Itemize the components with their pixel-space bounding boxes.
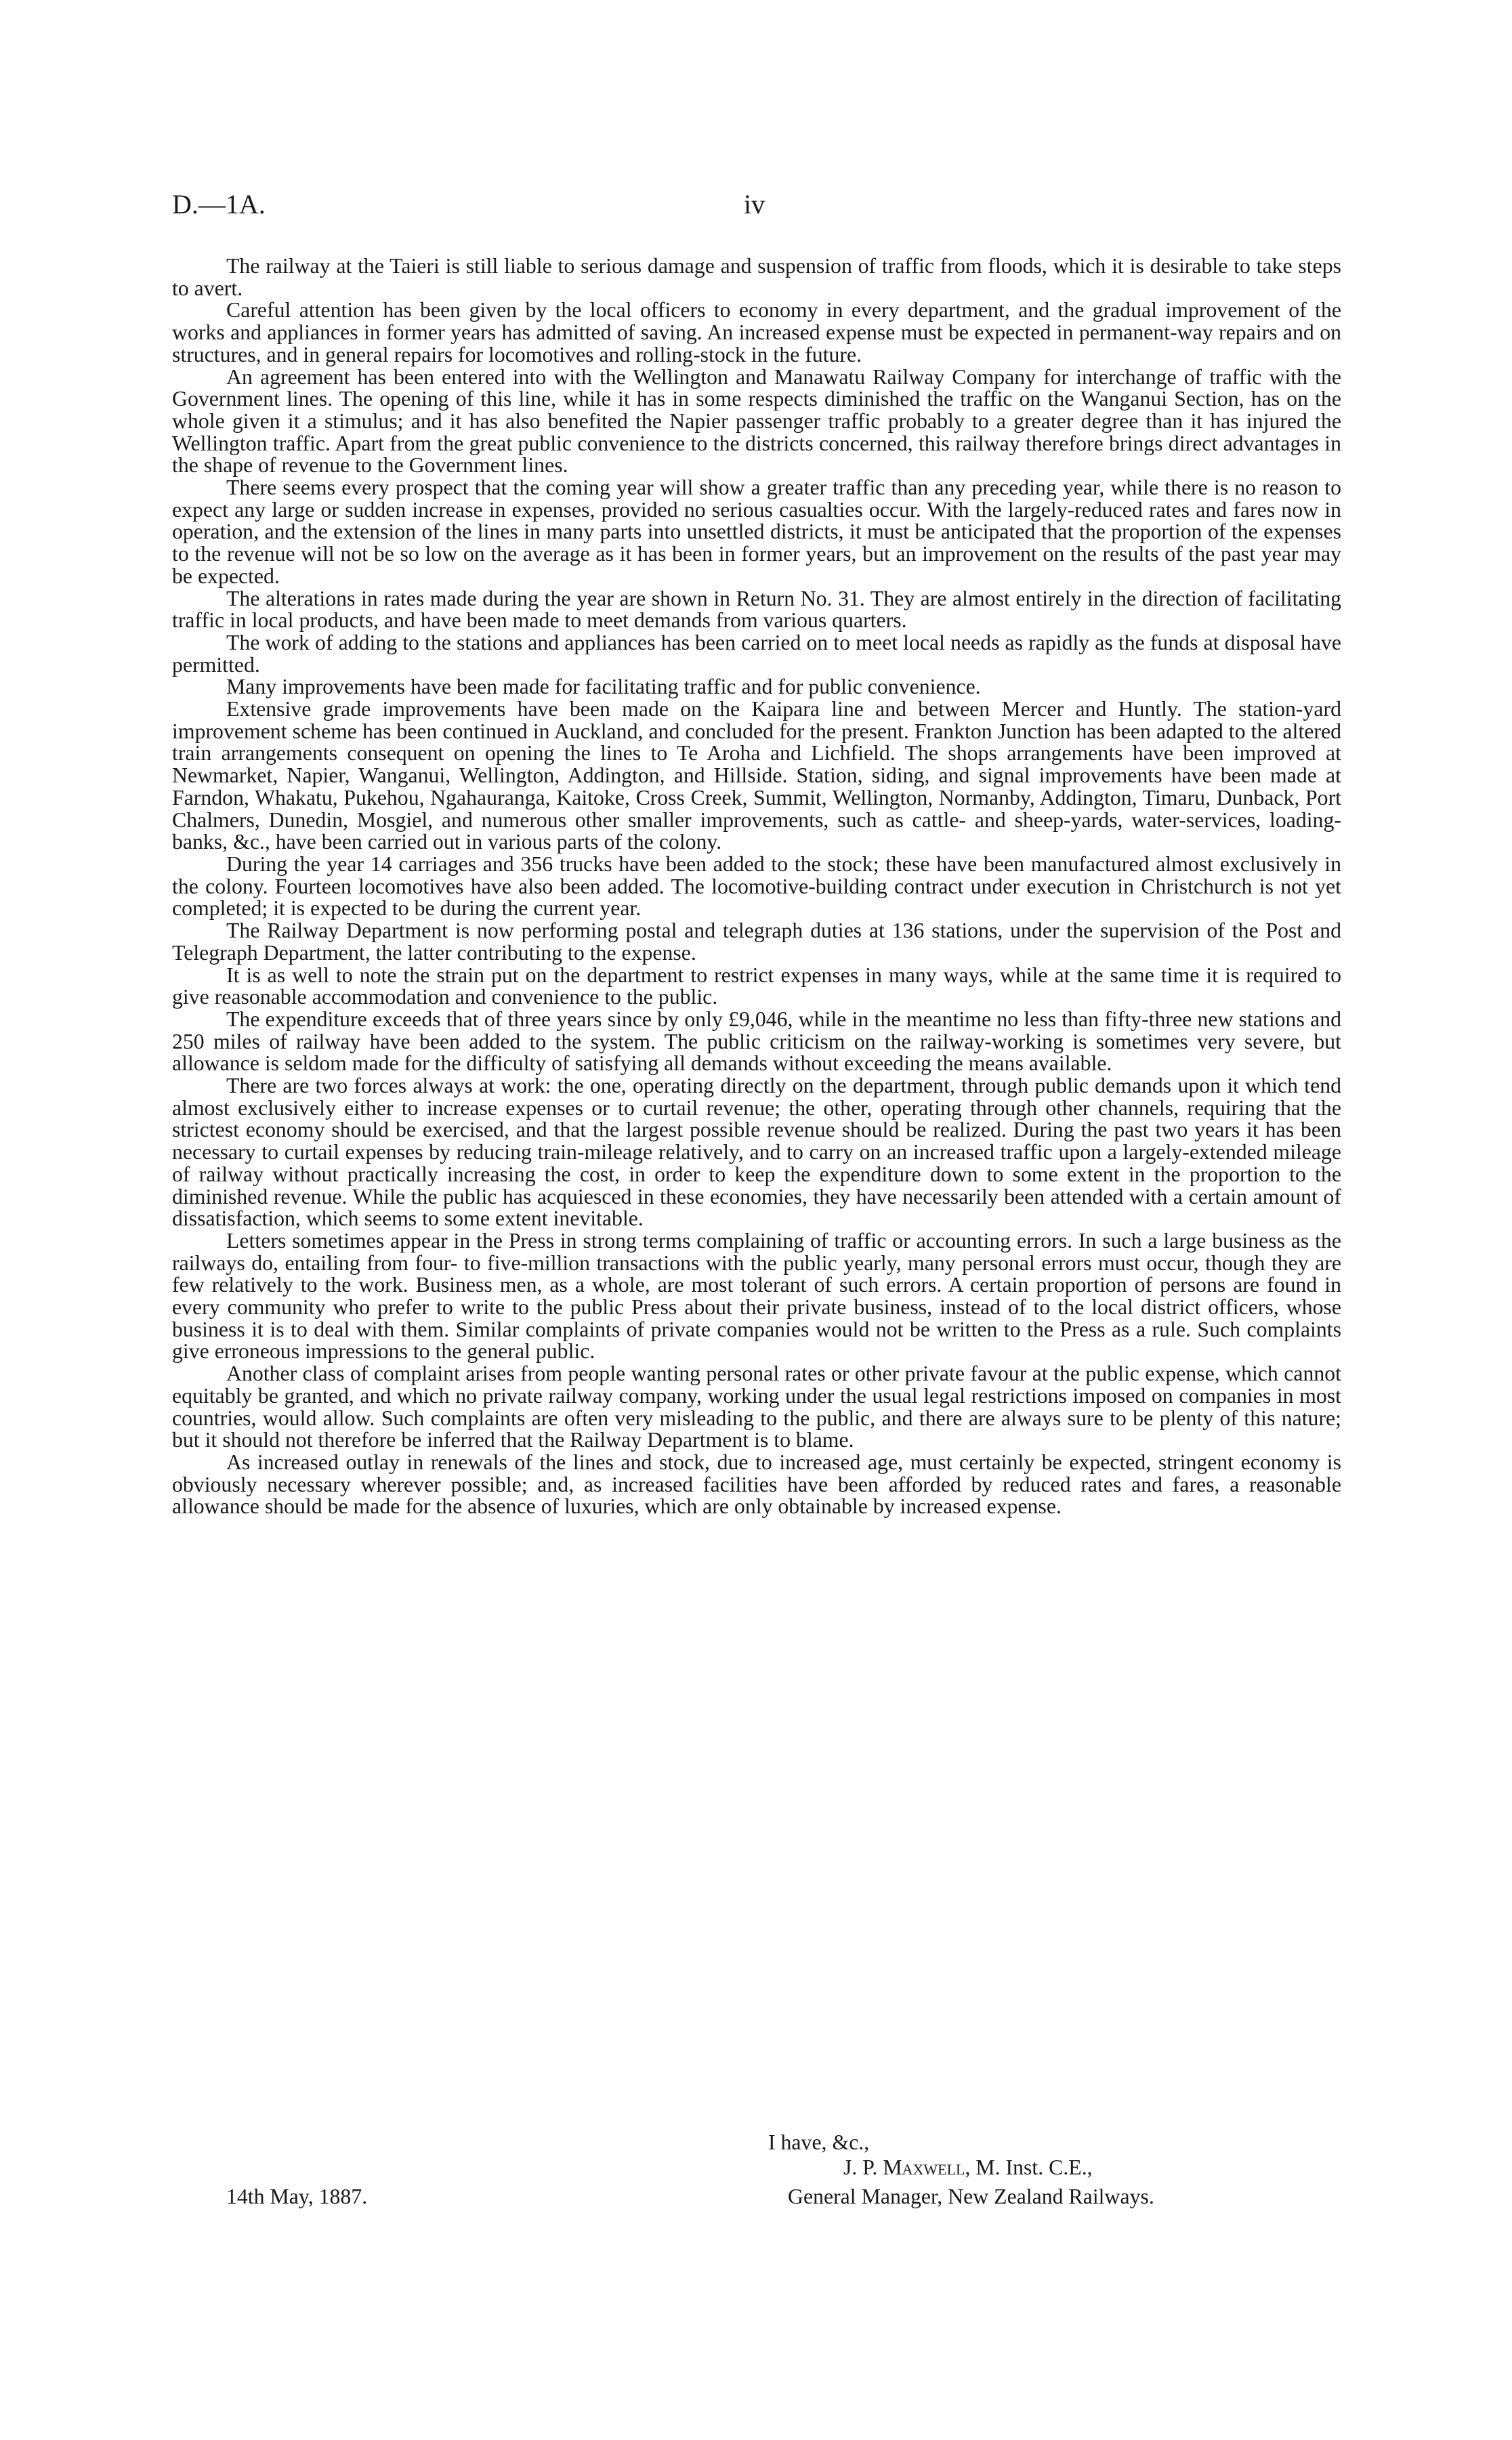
signatory-name: J. P. Maxwell <box>843 2155 965 2179</box>
signatory-credentials: , M. Inst. C.E., <box>965 2155 1093 2179</box>
page-number: iv <box>744 189 765 219</box>
signatory-title: General Manager, New Zealand Railways. <box>788 2185 1154 2208</box>
signature <box>843 2156 1093 2179</box>
paragraph-taieri: The railway at the Taieri is still liable to serious damage and suspension of traffic from floods, which it is desirable to take steps to avert. <box>172 254 1341 300</box>
paragraph-complaints: Another class of complaint arises from people wanting personal rates or other private favour at the public expense, which cannot equitably be granted, and which no private railway company, working under the usual legal restrictions imposed on companies in most countries, would allow. Such complaints are often very misleading to the public, and there are always sure to be plenty of this nature; but it should not therefore be inferred that the Railway Department is to blame. <box>172 1362 1341 1452</box>
paragraph-improvements: Many improvements have been made for facilitating traffic and for public convenience. <box>226 675 981 699</box>
paragraph-stations-work: The work of adding to the stations and appliances has been carried on to meet local needs as rapidly as the funds at disposal have permitted. <box>172 630 1341 677</box>
paragraph-strain: It is as well to note the strain put on the department to restrict expenses in many ways, while at the same time it is required to give reasonable accommodation and convenience to the public. <box>172 963 1341 1009</box>
letter-date: 14th May, 1887. <box>226 2185 368 2208</box>
page-header <box>0 184 1512 225</box>
paragraph-two-forces: There are two forces always at work: the one, operating directly on the department, through public demands upon it which tend almost exclusively either to increase expenses or to curtail revenue; the other, operating through other channels, requiring that the strictest economy should be exercised, and that the largest possible revenue should be realized. During the past two years it has been necessary to curtail expenses by reducing train-mileage relatively, and to carry on an increased traffic upon a largely-extended mileage of railway without practically increasing the cost, in order to keep the expenditure down to some extent in the proportion to the diminished revenue. While the public has acquiesced in these economies, they have necessarily been attended with a certain amount of dissatisfaction, which seems to some extent inevitable. <box>172 1074 1341 1231</box>
paragraph-prospects: There seems every prospect that the coming year will show a greater traffic than any preceding year, while there is no reason to expect any large or sudden increase in expenses, provided no serious casualties occur. With the largely-reduced rates and fares now in operation, and the extension of the lines in many parts into unsettled districts, it must be anticipated that the proportion of the expenses to the revenue will not be so low on the average as it has been in former years, but an improvement on the results of the past year may be expected. <box>172 476 1341 588</box>
paragraph-grade-improvements: Extensive grade improvements have been made on the Kaipara line and between Mercer and Huntly. The station-yard improvement scheme has been continued in Auckland, and concluded for the present. Frankton Junction has been adapted to the altered train arrangements consequent on opening the lines to Te Aroha and Lichfield. The shops arrangements have been improved at Newmarket, Napier, Wanganui, Wellington, Addington, and Hillside. Station, siding, and signal improvements have been made at Farndon, Whakatu, Pukehou, Ngahauranga, Kaitoke, Cross Creek, Summit, Wellington, Normanby, Addington, Timaru, Dunback, Port Chalmers, Dunedin, Mosgiel, and numerous other smaller improvements, such as cattle- and sheep-yards, water-services, loading-banks, &c., have been carried out in various parts of the colony. <box>172 697 1341 854</box>
closing-salutation: I have, &c., <box>768 2130 870 2154</box>
paragraph-press-letters: Letters sometimes appear in the Press in strong terms complaining of traffic or accounting errors. In such a large business as the railways do, entailing from four- to five-million transactions with the public yearly, many personal errors must occur, though they are few relatively to the work. Business men, as a whole, are most tolerant of such errors. A certain proportion of persons are found in every community who prefer to write to the public Press about their private business, instead of to the local district officers, whose business it is to deal with them. Similar complaints of private companies would not be written to the Press as a rule. Such complaints give erroneous impressions to the general public. <box>172 1228 1341 1364</box>
paragraph-rolling-stock: During the year 14 carriages and 356 trucks have been added to the stock; these have been manufactured almost exclusively in the colony. Fourteen locomotives have also been added. The locomotive-building contract under execution in Christchurch is not yet completed; it is expected to be during the current year. <box>172 851 1341 921</box>
paragraph-manawatu-agreement: An agreement has been entered into with the Wellington and Manawatu Railway Company for interchange of traffic with the Government lines. The opening of this line, while it has in some respects diminished the traffic on the Wanganui Section, has on the whole given it a stimulus; and it has also benefited the Napier passenger traffic probably to a greater degree than it has injured the Wellington traffic. Apart from the great public convenience to the districts concerned, this railway therefore brings direct advantages in the shape of revenue to the Government lines. <box>172 364 1341 478</box>
paragraph-economy: Careful attention has been given by the local officers to economy in every department, and the gradual improvement of the works and appliances in former years has admitted of saving. An increased expense must be expected in permanent-way repairs and on structures, and in general repairs for locomotives and rolling-stock in the future. <box>172 298 1341 366</box>
paragraph-expenditure: The expenditure exceeds that of three years since by only £9,046, while in the meantime no less than fifty-three new stations and 250 miles of railway have been added to the system. The public criticism on the railway-working is sometimes very severe, but allowance is seldom made for the difficulty of satisfying all demands without exceeding the means available. <box>172 1007 1341 1076</box>
paragraph-rate-alterations: The alterations in rates made during the year are shown in Return No. 31. They are almost entirely in the direction of facilitating traffic in local products, and have been made to meet demands from various quarters. <box>172 586 1341 633</box>
paragraph-outlay: As increased outlay in renewals of the lines and stock, due to increased age, must certainly be expected, stringent economy is obviously necessary wherever possible; and, as increased facilities have been afforded by reduced rates and fares, a reasonable allowance should be made for the absence of luxuries, which are only obtainable by increased expense. <box>172 1450 1341 1519</box>
document-reference: D.—1A. <box>172 189 266 219</box>
report-body <box>172 255 1341 1518</box>
paragraph-postal-duties: The Railway Department is now performing postal and telegraph duties at 136 stations, under the supervision of the Post and Telegraph Department, the latter contributing to the expense. <box>172 919 1341 965</box>
